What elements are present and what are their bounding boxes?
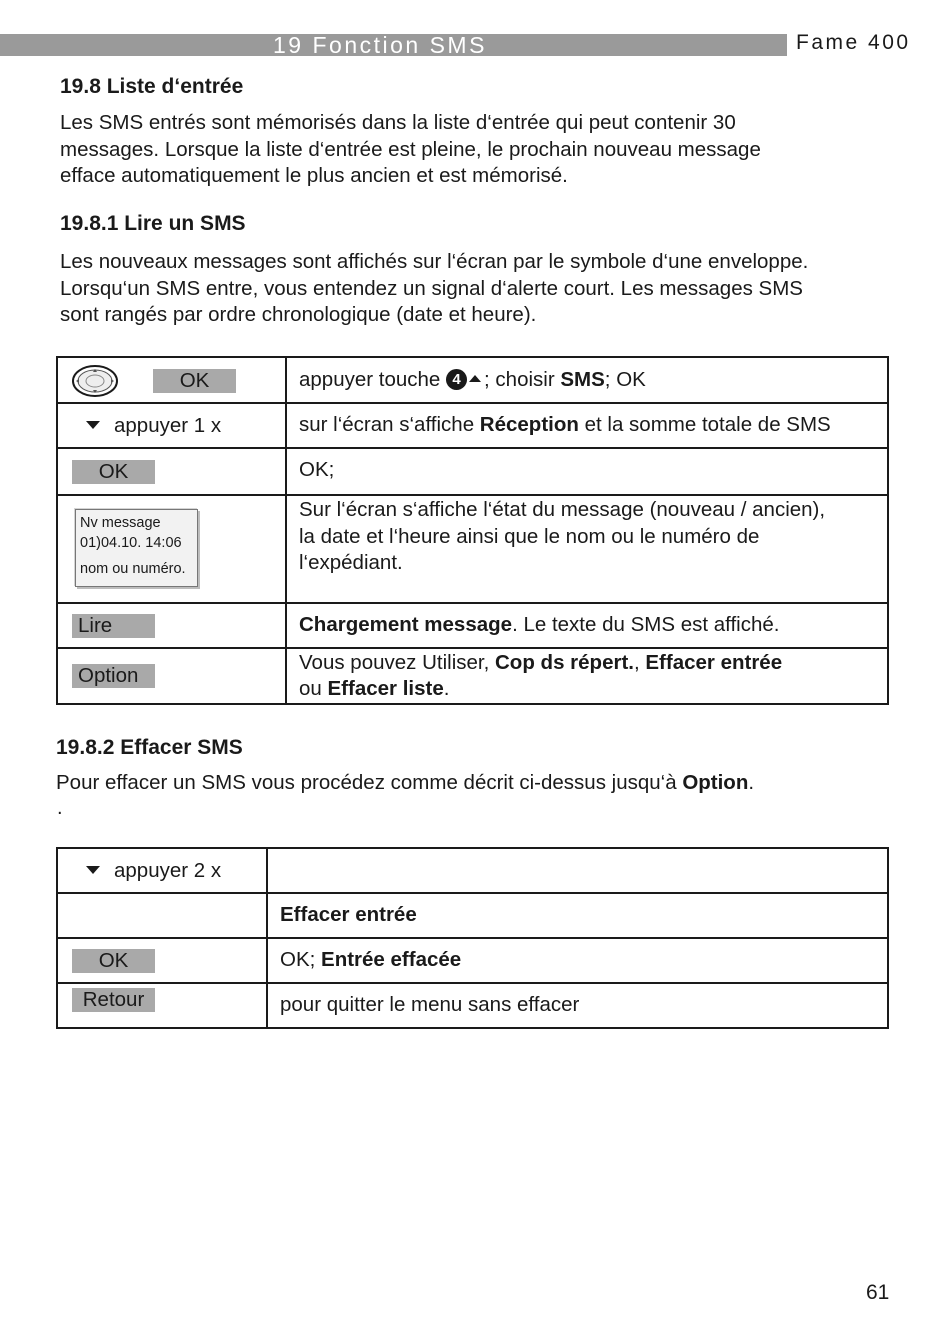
step-description: OK; [286, 448, 888, 495]
table-row [57, 495, 888, 603]
read-softkey[interactable]: Lire [72, 614, 155, 638]
table-row [57, 357, 888, 403]
step-description: Chargement message. Le texte du SMS est affiché. [286, 603, 888, 648]
paragraph-line: efface automatiquement le plus ancien et est mémorisé. [60, 164, 568, 187]
step-action-label: appuyer 2 x [114, 858, 222, 882]
table-row [57, 648, 888, 704]
back-softkey[interactable]: Retour [72, 988, 155, 1012]
table-row [57, 448, 888, 495]
section-heading-19-8-1: 19.8.1 Lire un SMS [60, 212, 246, 235]
table-row [57, 983, 888, 1028]
section-19-8-2-text: Pour effacer un SMS vous procédez comme décrit ci-dessus jusqu‘à Option. [56, 771, 755, 794]
step-key-cell [57, 893, 267, 938]
step-key-cell [57, 448, 286, 495]
display-line: 01)04.10. 14:06 [80, 535, 182, 551]
section-19-8-text [60, 110, 761, 190]
ok-softkey[interactable]: OK [72, 460, 155, 484]
arrow-down-icon [86, 421, 100, 429]
step-key-cell [57, 603, 286, 648]
paragraph-line: Lorsqu‘un SMS entre, vous entendez un signal d‘alerte court. Les messages SMS [60, 276, 803, 300]
paragraph-line: Les nouveaux messages sont affichés sur l‘écran par le symbole d‘une enveloppe. [60, 250, 809, 273]
step-description: appuyer touche 4 ; choisir SMS; OK [286, 357, 888, 403]
step-description: Effacer entrée [267, 893, 888, 938]
page-number: 61 [866, 1281, 890, 1304]
phone-display-screen [75, 509, 198, 587]
section-19-8-1-text [60, 249, 808, 329]
arrow-down-icon [86, 866, 100, 874]
step-key-cell [57, 848, 267, 893]
model-name: Fame 400 [796, 31, 911, 54]
step-key-cell [57, 357, 286, 403]
table-row [57, 848, 888, 893]
step-description: Vous pouvez Utiliser, Cop ds répert., Effacer entrée ou Effacer liste. [286, 648, 888, 704]
key-4-icon: 4 [446, 369, 467, 390]
step-key-cell [57, 938, 267, 983]
step-key-cell [57, 403, 286, 448]
step-description: Sur l‘écran s‘affiche l‘état du message (nouveau / ancien), la date et l‘heure ainsi que le nom ou le numéro de l‘expédiant. [286, 495, 888, 603]
step-description: OK; Entrée effacée [267, 938, 888, 983]
section-heading-19-8-2: 19.8.2 Effacer SMS [56, 736, 243, 759]
navigation-key-icon [71, 364, 119, 398]
display-line: nom ou numéro. [80, 561, 186, 577]
section-heading-19-8: 19.8 Liste d‘entrée [60, 75, 244, 98]
paragraph-line: Les SMS entrés sont mémorisés dans la liste d‘entrée qui peut contenir 30 [60, 111, 736, 134]
step-description: sur l‘écran s‘affiche Réception et la somme totale de SMS [286, 403, 888, 448]
step-action-label: appuyer 1 x [114, 413, 222, 437]
paragraph-line: messages. Lorsque la liste d‘entrée est pleine, le prochain nouveau message [60, 137, 761, 161]
table-row [57, 893, 888, 938]
paragraph-line: sont rangés par ordre chronologique (date et heure). [60, 303, 537, 326]
table-row [57, 403, 888, 448]
ok-softkey[interactable]: OK [153, 369, 236, 393]
delete-sms-steps-table [56, 847, 889, 1029]
table-row [57, 938, 888, 983]
ok-softkey[interactable]: OK [72, 949, 155, 973]
step-key-cell [57, 495, 286, 603]
step-key-cell [57, 648, 286, 704]
chapter-title: 19 Fonction SMS [273, 32, 487, 58]
table-row [57, 603, 888, 648]
step-description [267, 848, 888, 893]
read-sms-steps-table [56, 356, 889, 705]
display-line: Nv message [80, 515, 161, 531]
step-key-cell [57, 983, 267, 1028]
option-softkey[interactable]: Option [72, 664, 155, 688]
arrow-up-icon [469, 375, 481, 382]
step-description: pour quitter le menu sans effacer [267, 983, 888, 1028]
stray-dot: . [57, 797, 63, 819]
